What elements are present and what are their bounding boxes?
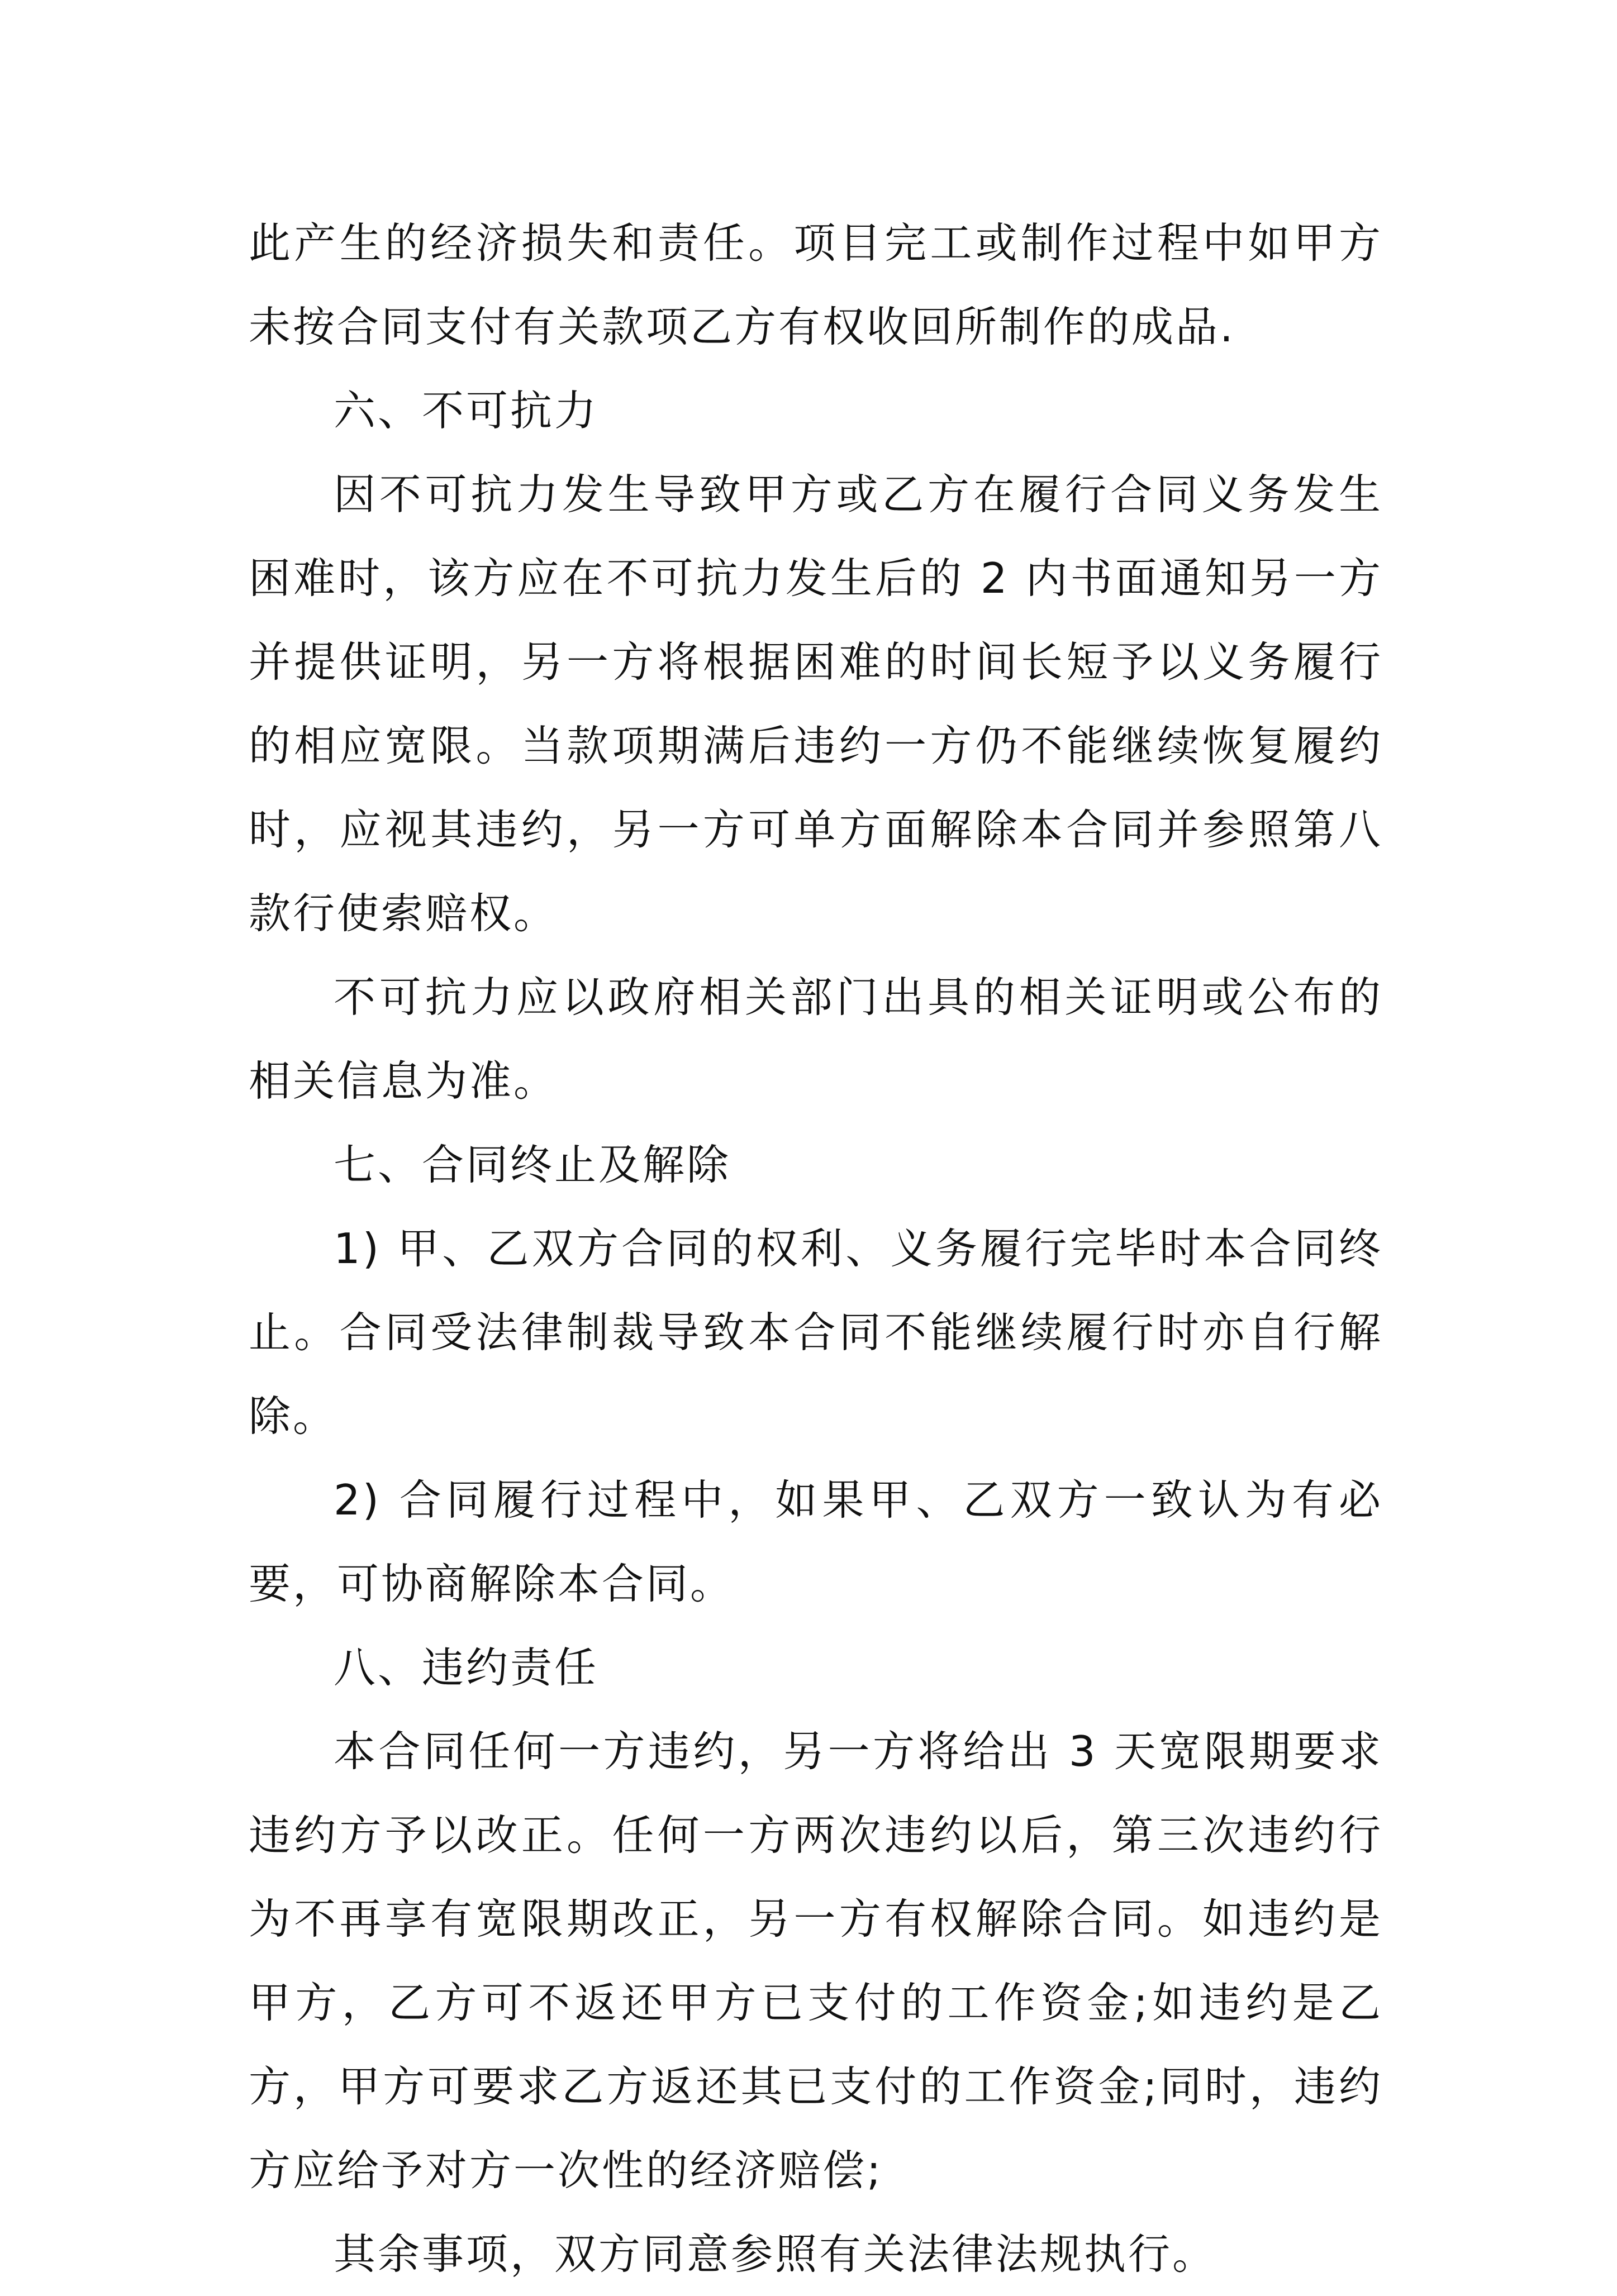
paragraph-other-matters: 其余事项，双方同意参照有关法律法规执行。 — [334, 2230, 1217, 2279]
paragraph-termination-clause-1: 1) 甲、乙双方合同的权利、义务履行完毕时本合同终止。合同受法律制裁导致本合同不能继续履行时亦自行解除。 — [249, 1224, 1383, 1441]
paragraph-breach-liability: 本合同任何一方违约，另一方将给出 3 天宽限期要求违约方予以改正。任何一方两次违约以后，第三次违约行为不再享有宽限期改正，另一方有权解除合同。如违约是甲方，乙方可不返还甲方已支付的工作资金;如违约是乙方，甲方可要求乙方返还其已支付的工作资金;同时，违约方应给予对方一次性的经济赔偿; — [249, 1727, 1383, 2195]
section-heading-termination: 七、合同终止及解除 — [334, 1140, 731, 1189]
section-heading-breach-liability: 八、违约责任 — [334, 1643, 599, 1692]
paragraph-termination-clause-2: 2) 合同履行过程中，如果甲、乙双方一致认为有必要，可协商解除本合同。 — [249, 1475, 1383, 1608]
section-heading-force-majeure: 六、不可抗力 — [334, 386, 599, 435]
paragraph-force-majeure-notice: 因不可抗力发生导致甲方或乙方在履行合同义务发生困难时，该方应在不可抗力发生后的 2 内书面通知另一方并提供证明，另一方将根据困难的时间长短予以义务履行的相应宽限。当款项期满后违约一方仍不能继续恢复履约时，应视其违约，另一方可单方面解除本合同并参照第八款行使索赔权。 — [249, 470, 1383, 938]
document-body — [249, 201, 1383, 2296]
paragraph-force-majeure-evidence: 不可抗力应以政府相关部门出具的相关证明或公布的相关信息为准。 — [249, 973, 1383, 1106]
paragraph-continuation: 此产生的经济损失和责任。项目完工或制作过程中如甲方未按合同支付有关款项乙方有权收回所制作的成品. — [249, 218, 1383, 351]
